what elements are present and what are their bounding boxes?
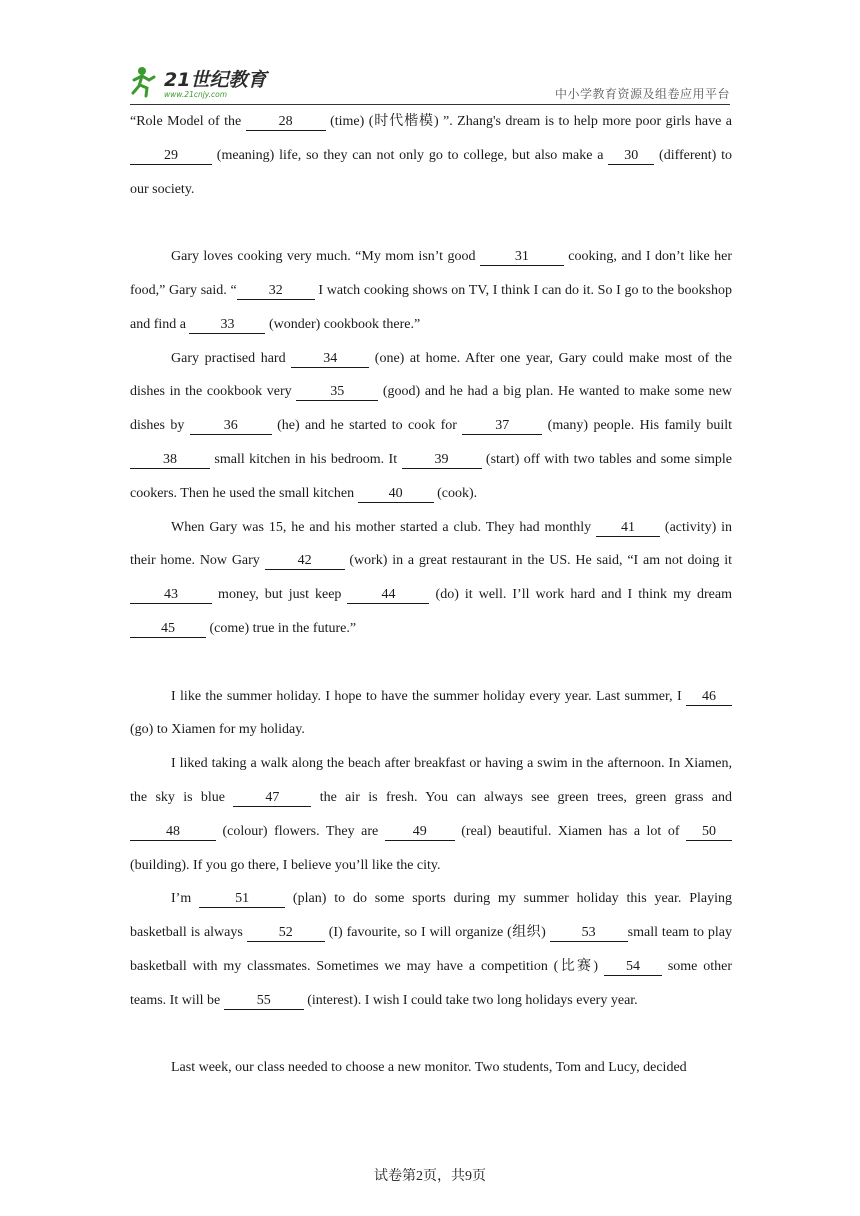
blank-37[interactable]: 37 [462, 418, 542, 435]
blank-34[interactable]: 34 [291, 351, 369, 368]
paragraph: Last week, our class needed to choose a new monitor. Two students, Tom and Lucy, decided [171, 1060, 687, 1076]
blank-35[interactable]: 35 [296, 384, 378, 401]
blank-38[interactable]: 38 [130, 452, 210, 469]
svg-text:www.21cnjy.com: www.21cnjy.com [164, 90, 228, 99]
page-header [130, 60, 730, 105]
blank-50[interactable]: 50 [686, 824, 732, 841]
paragraph: I like the summer holiday. I hope to have the summer holiday every year. Last summer, I 46 (go) to Xiamen for my holiday. [130, 680, 732, 748]
blank-28[interactable]: 28 [246, 114, 326, 131]
blank-54[interactable]: 54 [604, 959, 662, 976]
paragraph: I’m 51 (plan) to do some sports during my summer holiday this year. Playing basketball is always 52 (I) favourite, so I will organize (组织) 53 small team to play basketball with my classmates. Sometimes we may have a competition (比赛) 54 some other teams. It will be 55 (interest). I wish I could take two long holidays every year. [130, 891, 732, 1008]
blank-33[interactable]: 33 [189, 317, 265, 334]
blank-29[interactable]: 29 [130, 148, 212, 165]
blank-55[interactable]: 55 [224, 993, 304, 1010]
blank-31[interactable]: 31 [480, 249, 564, 266]
running-man-icon [130, 64, 270, 100]
paragraph: When Gary was 15, he and his mother started a club. They had monthly 41 (activity) in their home. Now Gary 42 (work) in a great restaurant in the US. He said, “I am not doing it 43 money, but just keep 44 (do) it well. I’ll work hard and I think my dream 45 (come) true in the future.” [130, 519, 733, 636]
blank-52[interactable]: 52 [247, 925, 325, 942]
blank-53[interactable]: 53 [550, 925, 628, 942]
blank-42[interactable]: 42 [265, 553, 345, 570]
blank-39[interactable]: 39 [402, 452, 482, 469]
blank-41[interactable]: 41 [596, 520, 660, 537]
blank-46[interactable]: 46 [686, 689, 732, 706]
page-number: 试卷第2页，共9页 [374, 1169, 486, 1184]
document-body [130, 105, 732, 1085]
logo [130, 64, 270, 100]
platform-name: 中小学教育资源及组卷应用平台 [554, 87, 730, 101]
blank-36[interactable]: 36 [190, 418, 272, 435]
blank-44[interactable]: 44 [347, 587, 429, 604]
paragraph: Gary practised hard 34 (one) at home. After one year, Gary could make most of the dishes in the cookbook very 35 (good) and he had a big plan. He wanted to make some new dishes by 36 (he) and he started to cook for 37 (many) people. His family built 38 small kitchen in his bedroom. It 39 (start) off with two tables and some simple cookers. Then he used the small kitchen 40 (cook). [130, 350, 732, 501]
blank-49[interactable]: 49 [385, 824, 455, 841]
blank-45[interactable]: 45 [130, 621, 206, 638]
svg-text:21世纪教育: 21世纪教育 [164, 69, 267, 91]
paragraph: “Role Model of the 28 (time) (时代楷模) ”. Zhang's dream is to help more poor girls have a 29 (meaning) life, so they can not only go to college, but also make a 30 (different) to our society. [130, 114, 733, 197]
blank-48[interactable]: 48 [130, 824, 216, 841]
blank-51[interactable]: 51 [199, 891, 285, 908]
paragraph: I liked taking a walk along the beach after breakfast or having a swim in the afternoon. In Xiamen, the sky is blue 47 the air is fresh. You can always see green trees, green grass and 48 (colour) flowers. They are 49 (real) beautiful. Xiamen has a lot of 50 (building). If you go there, I believe you’ll like the city. [130, 756, 732, 873]
blank-30[interactable]: 30 [608, 148, 654, 165]
blank-32[interactable]: 32 [237, 283, 315, 300]
paragraph: Gary loves cooking very much. “My mom isn’t good 31 cooking, and I don’t like her food,” Gary said. “ 32 I watch cooking shows on TV, I think I can do it. So I go to the bookshop and find a 33 (wonder) cookbook there.” [130, 249, 732, 332]
blank-47[interactable]: 47 [233, 790, 311, 807]
blank-43[interactable]: 43 [130, 587, 212, 604]
blank-40[interactable]: 40 [358, 486, 434, 503]
